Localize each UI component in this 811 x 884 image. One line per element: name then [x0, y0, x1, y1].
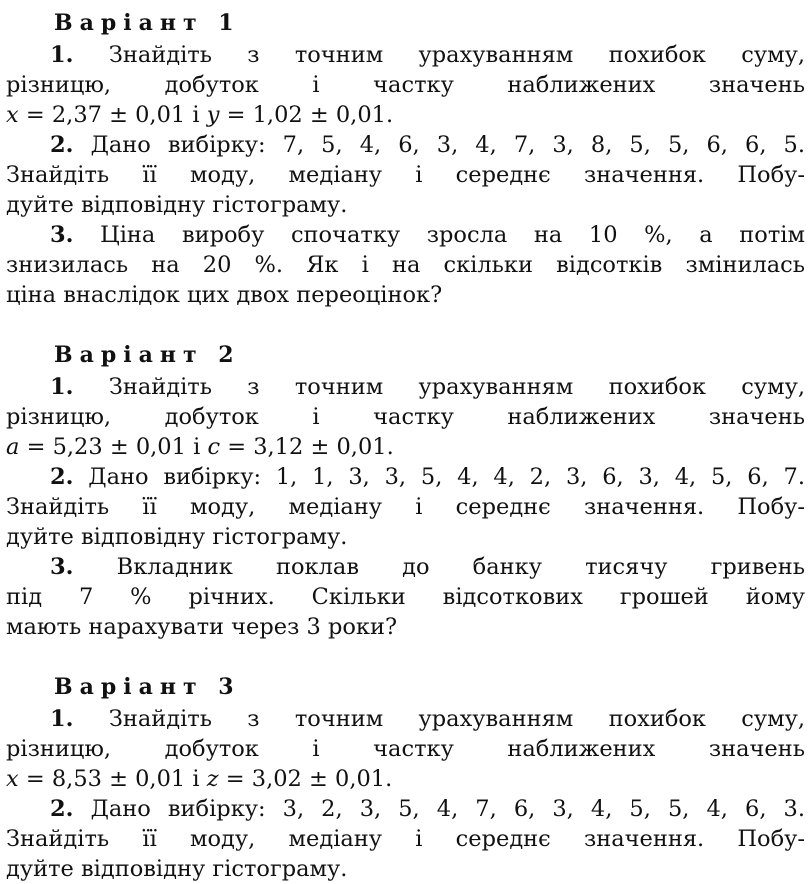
task-line: різницю, добуток і частку наближених значень [6, 404, 805, 430]
task-text: Дано вибірку: 1, 1, 3, 3, 5, 4, 4, 2, 3, 6, 3, 4, 5, 6, 7. [88, 464, 805, 490]
task-text: Знайдіть з точним урахуванням похибок суму, [108, 42, 806, 68]
formula-expression: = 3,02 ± 0,01. [218, 766, 393, 792]
variant-2 [6, 338, 805, 642]
variable: y [206, 102, 220, 128]
task-line: дуйте відповідну гістограму. [6, 524, 348, 550]
formula-expression: = 5,23 ± 0,01 [19, 434, 194, 460]
task-line: дуйте відповідну гістограму. [6, 192, 348, 218]
task-line [6, 40, 805, 70]
variable: x [6, 102, 19, 128]
formula-expression: = 3,12 ± 0,01. [220, 434, 394, 460]
task-line [6, 130, 805, 160]
task-line: дуйте відповідну гістограму. [6, 856, 348, 882]
task-number: 1. [50, 42, 74, 68]
task-text: Знайдіть з точним урахуванням похибок суму, [108, 706, 806, 732]
task-formula [6, 100, 805, 130]
task-2 [6, 130, 805, 220]
task-line: різницю, добуток і частку наближених значень [6, 736, 805, 762]
task-line [6, 794, 805, 824]
task-number: 2. [50, 464, 74, 490]
task-line [6, 372, 805, 402]
task-line [6, 552, 805, 582]
task-number: 1. [50, 374, 74, 400]
task-line: Знайдіть її моду, медіану і середнє значення. Побу- [6, 494, 805, 520]
task-text: Дано вибірку: 7, 5, 4, 6, 3, 4, 7, 3, 8, 5, 5, 6, 6, 5. [90, 132, 806, 158]
task-1 [6, 372, 805, 462]
task-1 [6, 40, 805, 130]
variant-title: Варіант 2 [54, 342, 241, 368]
task-number: 3. [50, 554, 74, 580]
task-text: Знайдіть з точним урахуванням похибок суму, [108, 374, 806, 400]
formula-conjunction: і [192, 766, 200, 792]
task-line: Знайдіть її моду, медіану і середнє значення. Побу- [6, 162, 805, 188]
variable: a [6, 434, 20, 460]
task-2 [6, 794, 805, 884]
task-text: Дано вибірку: 3, 2, 3, 5, 4, 7, 6, 3, 4, 5, 5, 4, 6, 3. [90, 796, 806, 822]
variant-1 [6, 6, 805, 310]
formula-expression: = 1,02 ± 0,01. [219, 102, 394, 128]
task-formula [6, 764, 805, 794]
formula-conjunction: і [192, 102, 200, 128]
task-line [6, 220, 805, 250]
task-number: 2. [50, 132, 74, 158]
task-3 [6, 220, 805, 310]
task-line: ціна внаслідок цих двох переоцінок? [6, 282, 443, 308]
task-1 [6, 704, 805, 794]
variable: x [6, 766, 19, 792]
variant-title: Варіант 3 [54, 674, 241, 700]
formula-expression: = 8,53 ± 0,01 [18, 766, 193, 792]
formula-conjunction: і [193, 434, 201, 460]
formula-expression: = 2,37 ± 0,01 [18, 102, 193, 128]
variant-3 [6, 670, 805, 884]
task-line: різницю, добуток і частку наближених значень [6, 72, 805, 98]
task-number: 3. [50, 222, 74, 248]
task-line [6, 462, 805, 492]
task-line [6, 704, 805, 734]
task-line: мають нарахувати через 3 роки? [6, 614, 398, 640]
task-3 [6, 552, 805, 642]
task-number: 2. [50, 796, 74, 822]
task-text: Вкладник поклав до банку тисячу гривень [116, 554, 805, 580]
task-2 [6, 462, 805, 552]
variable: c [207, 434, 221, 460]
variant-title: Варіант 1 [54, 10, 241, 36]
task-formula [6, 432, 805, 462]
task-line: Знайдіть її моду, медіану і середнє значення. Побу- [6, 826, 805, 852]
task-number: 1. [50, 706, 74, 732]
variable: z [206, 766, 219, 792]
task-text: Ціна виробу спочатку зросла на 10 %, а потім [100, 222, 805, 248]
task-line: знизилась на 20 %. Як і на скільки відсотків змінилась [6, 252, 805, 278]
task-line: під 7 % річних. Скільки відсоткових грошей йому [6, 584, 805, 610]
